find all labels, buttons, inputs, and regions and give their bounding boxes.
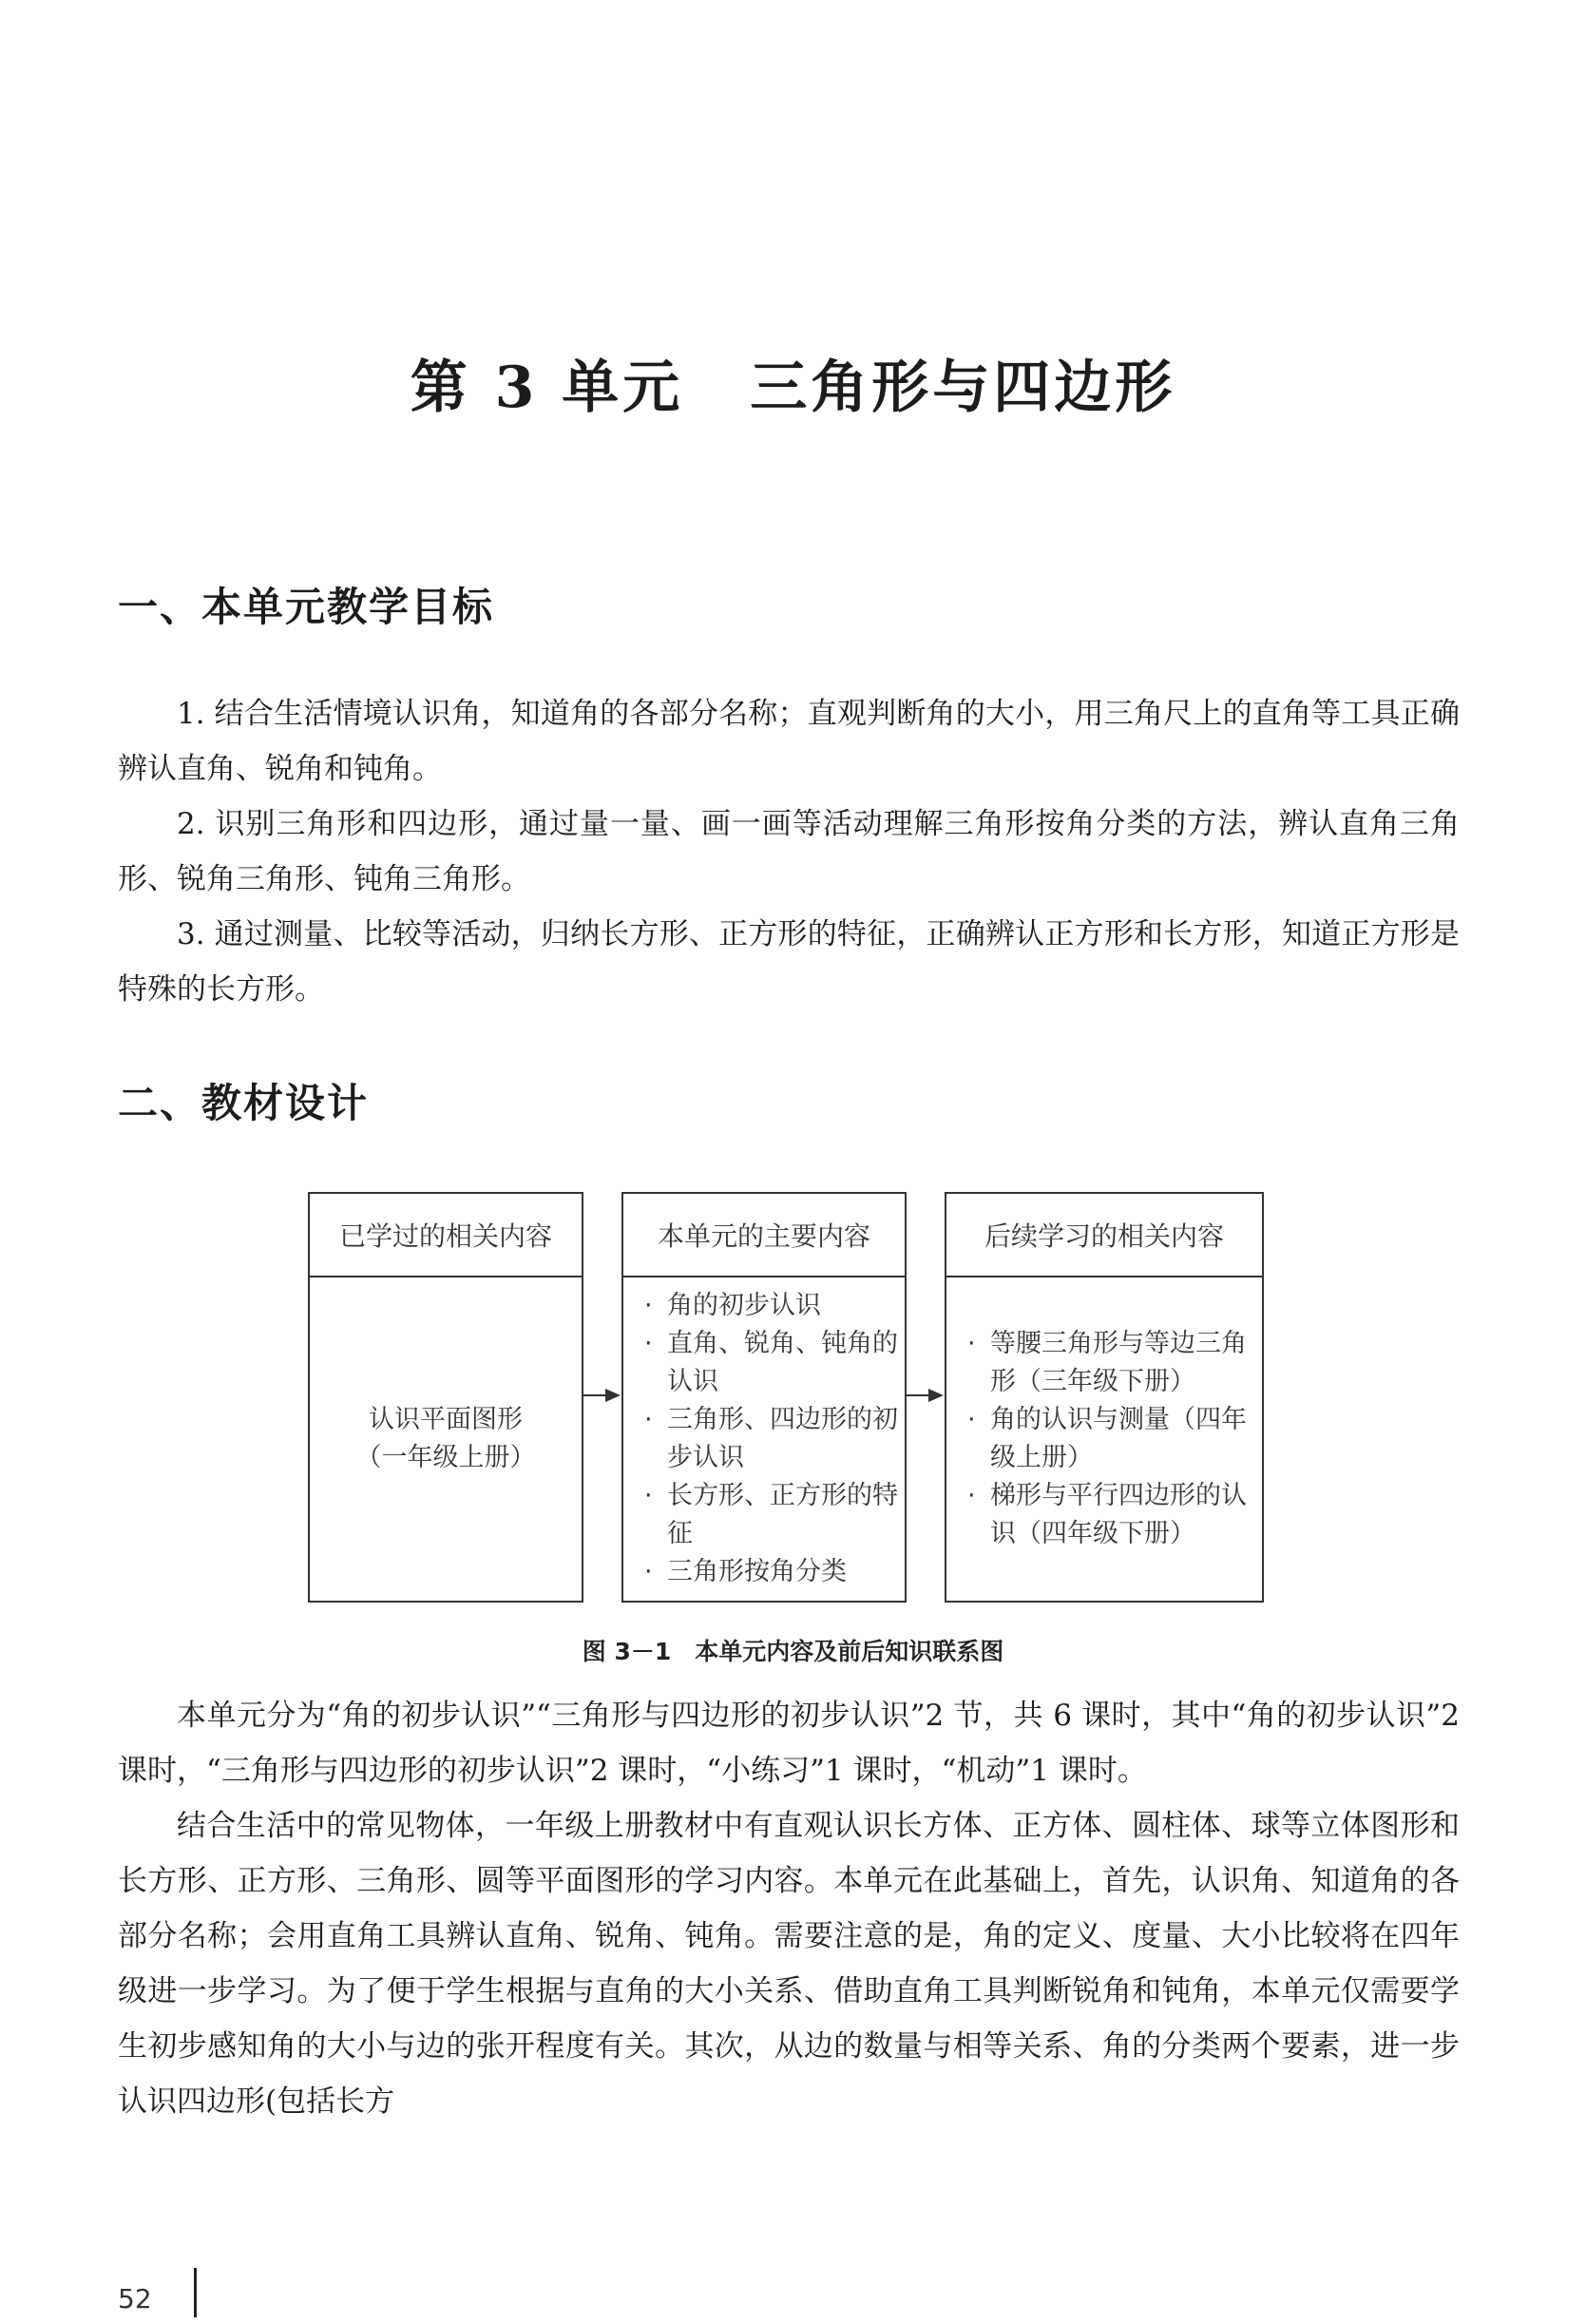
diagram-box-unit-content [621,1192,907,1603]
box-title: 本单元的主要内容 [623,1194,905,1277]
diagram-box-prior-knowledge [308,1192,583,1603]
list-item: · 角的认识与测量（四年级上册） [946,1401,1251,1477]
section-heading-textbook-design: 二、教材设计 [118,1080,370,1126]
section-heading-objectives: 一、本单元教学目标 [118,584,495,630]
list-item: · 等腰三角形与等边三角形（三年级下册） [946,1325,1251,1401]
arrow-right-icon [928,1389,944,1402]
body-paragraph-1: 本单元分为“角的初步认识”“三角形与四边形的初步认识”2 节，共 6 课时，其中“角的初步认识”2 课时，“三角形与四边形的初步认识”2 课时，“小练习”1 课时，“机动”1 课时。 [118,1699,1460,1788]
prior-item-note: （一年级上册） [355,1443,536,1472]
list-item: · 长方形、正方形的特征 [623,1477,905,1553]
unit-title [0,342,1586,424]
figure-caption: 图 3－1 本单元内容及前后知识联系图 [582,1638,1004,1665]
objective-3: 3. 通过测量、比较等活动，归纳长方形、正方形的特征，正确辨认正方形和长方形，知道正方形是特殊的长方形。 [118,917,1460,1007]
list-item: · 直角、锐角、钝角的认识 [623,1325,905,1401]
page-number: 52 [118,2283,152,2314]
list-item: · 梯形与平行四边形的认识（四年级下册） [946,1477,1251,1553]
unit-topic: 三角形与四边形 [750,355,1176,421]
list-item: · 角的初步认识 [623,1287,905,1325]
list-item: · 三角形按角分类 [623,1553,905,1591]
page-number-divider [194,2268,197,2317]
body-paragraph-2: 结合生活中的常见物体，一年级上册教材中有直观认识长方体、正方体、圆柱体、球等立体图形和长方形、正方形、三角形、圆等平面图形的学习内容。本单元在此基础上，首先，认识角、知道角的各部分名称；会用直角工具辨认直角、锐角、钝角。需要注意的是，角的定义、度量、大小比较将在四年级进一步学习。为了便于学生根据与直角的大小关系、借助直角工具判断锐角和钝角，本单元仅需要学生初步感知角的大小与边的张开程度有关。其次，从边的数量与相等关系、角的分类两个要素，进一步认识四边形(包括长方 [118,1809,1460,2119]
list-item: · 三角形、四边形的初步认识 [623,1401,905,1477]
unit-number: 第 3 单元 [410,355,684,421]
objective-2: 2. 识别三角形和四边形，通过量一量、画一画等活动理解三角形按角分类的方法，辨认直角三角形、锐角三角形、钝角三角形。 [118,807,1460,896]
diagram-box-future-learning [945,1192,1264,1603]
box-title: 后续学习的相关内容 [946,1194,1262,1277]
arrow-right-icon [605,1389,621,1402]
box-title: 已学过的相关内容 [310,1194,582,1277]
arrow-line [582,1394,606,1396]
prior-item: 认识平面图形 [369,1405,523,1434]
objective-1: 1. 结合生活情境认识角，知道角的各部分名称；直观判断角的大小，用三角尺上的直角等工具正确辨认直角、锐角和钝角。 [118,697,1460,786]
arrow-line [905,1394,929,1396]
